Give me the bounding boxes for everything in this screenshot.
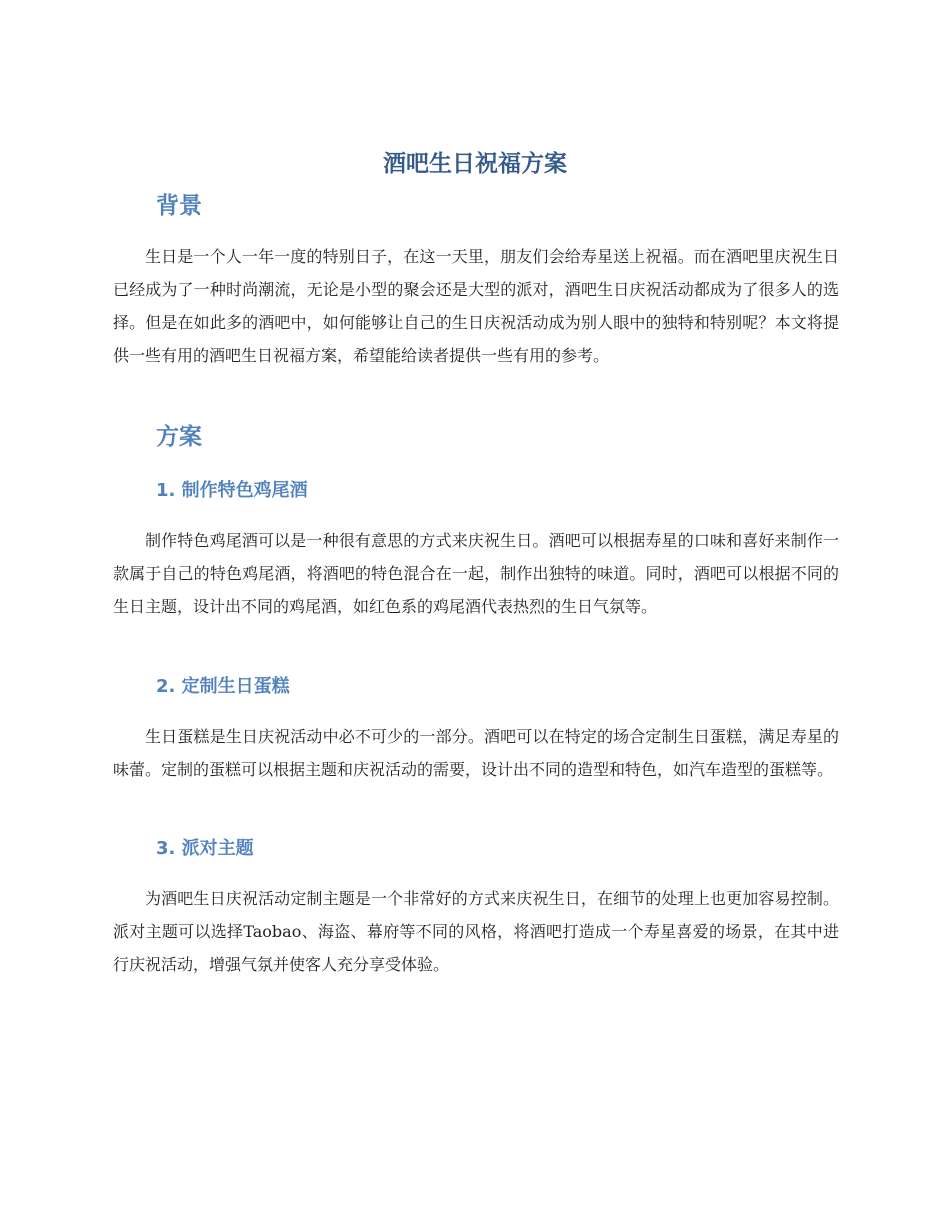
- plan-heading-cake: 2. 定制生日蛋糕: [156, 676, 290, 697]
- plan-paragraph-cocktail: 制作特色鸡尾酒可以是一种很有意思的方式来庆祝生日。酒吧可以根据寿星的口味和喜好来制作一款属于自己的特色鸡尾酒，将酒吧的特色混合在一起，制作出独特的味道。同时，酒吧可以根据不同的生日主题，设计出不同的鸡尾酒，如红色系的鸡尾酒代表热烈的生日气氛等。: [113, 531, 839, 616]
- plan-paragraph-cake: 生日蛋糕是生日庆祝活动中必不可少的一部分。酒吧可以在特定的场合定制生日蛋糕，满足寿星的味蕾。定制的蛋糕可以根据主题和庆祝活动的需要，设计出不同的造型和特色，如汽车造型的蛋糕等。: [113, 727, 839, 779]
- plan-heading-cocktail: 1. 制作特色鸡尾酒: [156, 480, 308, 501]
- plan-heading-party-theme: 3. 派对主题: [156, 838, 254, 859]
- background-paragraph: 生日是一个人一年一度的特别日子，在这一天里，朋友们会给寿星送上祝福。而在酒吧里庆祝生日已经成为了一种时尚潮流，无论是小型的聚会还是大型的派对，酒吧生日庆祝活动都成为了很多人的选择。但是在如此多的酒吧中，如何能够让自己的生日庆祝活动成为别人眼中的独特和特别呢？本文将提供一些有用的酒吧生日祝福方案，希望能给读者提供一些有用的参考。: [113, 247, 839, 365]
- section-heading-plans: 方案: [156, 424, 202, 450]
- section-heading-background: 背景: [156, 193, 202, 219]
- plan-paragraph-party-theme: 为酒吧生日庆祝活动定制主题是一个非常好的方式来庆祝生日，在细节的处理上也更加容易控制。派对主题可以选择Taobao、海盗、幕府等不同的风格，将酒吧打造成一个寿星喜爱的场景，在其中进行庆祝活动，增强气氛并使客人充分享受体验。: [113, 889, 839, 974]
- document-title: 酒吧生日祝福方案: [383, 151, 567, 177]
